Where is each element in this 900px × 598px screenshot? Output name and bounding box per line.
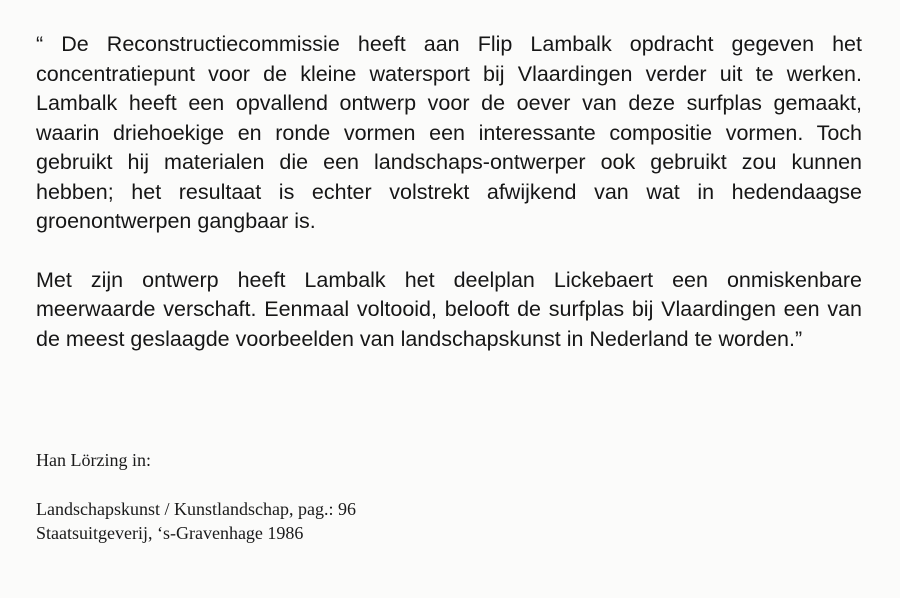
source-title-line: Landschapskunst / Kunstlandschap, pag.: 96 <box>36 499 356 519</box>
quote-block <box>36 30 862 354</box>
quote-paragraph-2: Met zijn ontwerp heeft Lambalk het deelplan Lickebaert een onmiskenbare meerwaarde verschaft. Eenmaal voltooid, belooft de surfplas bij Vlaardingen een van de meest geslaagde voorbeelden van landschapskunst in Nederland te worden.” <box>36 267 862 351</box>
source-publisher-line: Staatsuitgeverij, ‘s-Gravenhage 1986 <box>36 523 304 543</box>
quote-paragraph-1: “ De Reconstructiecommissie heeft aan Flip Lambalk opdracht gegeven het concentratiepunt voor de kleine watersport bij Vlaardingen verder uit te werken. Lambalk heeft een opvallend ontwerp voor de oever van deze surfplas gemaakt, waarin driehoekige en ronde vormen een interessante compositie vormen. Toch gebruikt hij materialen die een landschaps-ontwerper ook gebruikt zou kunnen hebben; het resultaat is echter volstrekt afwijkend van wat in hedendaagse groenontwerpen gangbaar is. <box>36 32 862 233</box>
author-attribution: Han Lörzing in: <box>36 450 151 470</box>
source-citation <box>36 497 356 545</box>
